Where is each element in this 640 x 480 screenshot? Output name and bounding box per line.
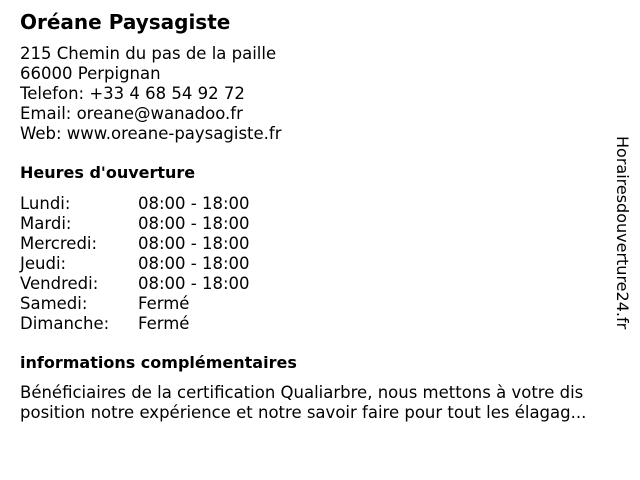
day-label: Lundi:: [20, 194, 71, 213]
day-label: Jeudi:: [20, 254, 67, 273]
day-label: Mardi:: [20, 214, 72, 233]
day-label: Vendredi:: [20, 274, 99, 293]
day-hours: 08:00 - 18:00: [138, 194, 250, 213]
day-hours: 08:00 - 18:00: [138, 254, 250, 273]
site-watermark: Horairesdouverture24.fr: [613, 136, 632, 330]
address-city: 66000 Perpignan: [20, 64, 161, 83]
address-street: 215 Chemin du pas de la paille: [20, 44, 277, 63]
day-hours: 08:00 - 18:00: [138, 234, 250, 253]
info-description: [20, 383, 620, 423]
info-line: position notre expérience et notre savoir faire pour tout les élagag...: [20, 403, 587, 422]
day-hours: Fermé: [138, 294, 190, 313]
day-label: Dimanche:: [20, 314, 110, 333]
hours-heading: Heures d'ouverture: [20, 163, 196, 182]
email-address: Email: oreane@wanadoo.fr: [20, 104, 243, 123]
info-line: Bénéficiaires de la certification Qualiarbre, nous mettons à votre dis: [20, 383, 584, 402]
day-hours: 08:00 - 18:00: [138, 214, 250, 233]
info-heading: informations complémentaires: [20, 353, 297, 372]
phone-number: Telefon: +33 4 68 54 92 72: [20, 84, 245, 103]
day-label: Samedi:: [20, 294, 88, 313]
day-hours: Fermé: [138, 314, 190, 333]
day-label: Mercredi:: [20, 234, 98, 253]
business-name: Oréane Paysagiste: [20, 10, 231, 34]
website-address: Web: www.oreane-paysagiste.fr: [20, 124, 282, 143]
contact-block: [20, 44, 282, 144]
day-hours: 08:00 - 18:00: [138, 274, 250, 293]
